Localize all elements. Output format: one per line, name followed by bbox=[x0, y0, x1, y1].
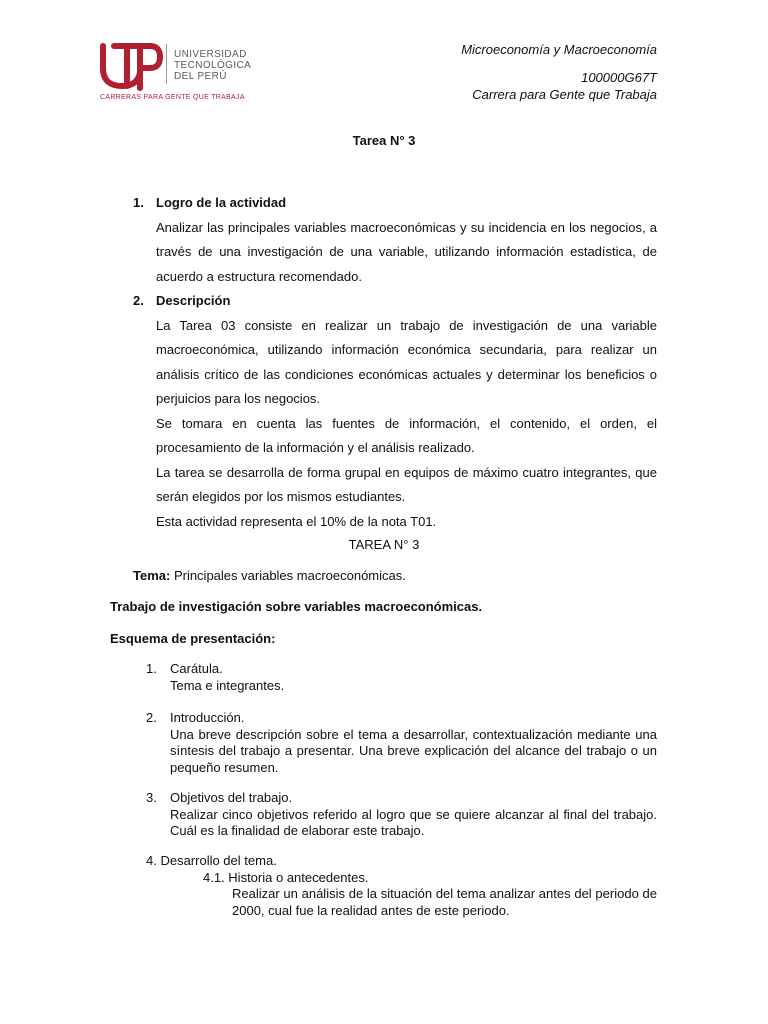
section-paragraph: La tarea se desarrolla de forma grupal en equipos de máximo cuatro integrantes, que serán elegidos por los mismos estudiantes. bbox=[156, 464, 657, 504]
list-item-title: Carátula. bbox=[170, 661, 223, 676]
list-item-title: Introducción. bbox=[170, 710, 245, 725]
list-item-number: 1. bbox=[146, 661, 157, 676]
section-heading bbox=[133, 191, 657, 216]
section-heading-text: Logro de la actividad bbox=[156, 195, 287, 210]
tema-label: Tema: bbox=[133, 568, 171, 583]
list-item bbox=[146, 661, 657, 694]
course-code: 100000G67T bbox=[581, 70, 657, 85]
development-title: 4. Desarrollo del tema. bbox=[146, 853, 277, 868]
development-subtitle: 4.1. Historia o antecedentes. bbox=[203, 869, 369, 885]
tema-value: Principales variables macroeconómicas. bbox=[170, 568, 406, 583]
section-heading-text: Descripción bbox=[156, 293, 231, 308]
section-body bbox=[156, 216, 657, 290]
scheme-title: Esquema de presentación: bbox=[110, 631, 276, 646]
header-course-info bbox=[461, 41, 657, 103]
logo-university-name bbox=[174, 49, 251, 82]
research-title: Trabajo de investigación sobre variables macroeconómicas. bbox=[110, 599, 483, 614]
logo-name-line: DEL PERÚ bbox=[174, 71, 227, 82]
list-item-title: Objetivos del trabajo. bbox=[170, 790, 293, 805]
list-item-body: Tema e integrantes. bbox=[170, 677, 285, 693]
section-paragraph: Analizar las principales variables macroeconómicas y su incidencia en los negocios, a través de una investigación de una variable, utilizando información estadística, de acuerdo a estructura recomendado. bbox=[156, 219, 657, 284]
development-section bbox=[146, 853, 657, 919]
section-logro bbox=[133, 191, 657, 289]
logo-tagline: CARRERAS PARA GENTE QUE TRABAJA bbox=[100, 94, 245, 101]
course-name: Microeconomía y Macroeconomía bbox=[461, 42, 657, 57]
section-number: 1. bbox=[133, 195, 144, 210]
list-item bbox=[146, 710, 657, 776]
section-body bbox=[156, 314, 657, 535]
subtitle: TAREA N° 3 bbox=[348, 537, 420, 552]
utp-logo bbox=[100, 40, 250, 106]
logo-divider bbox=[166, 44, 167, 84]
list-item-number: 2. bbox=[146, 710, 157, 725]
section-paragraph: Esta actividad representa el 10% de la nota T01. bbox=[156, 513, 437, 529]
tema-line bbox=[133, 568, 406, 583]
section-descripcion bbox=[133, 289, 657, 534]
section-paragraph: La Tarea 03 consiste en realizar un trabajo de investigación de una variable macroeconómica, utilizando información económica secundaria, para realizar un análisis crítico de las condiciones económicas actuales y determinar los beneficios o perjuicios para los negocios. bbox=[156, 317, 657, 406]
section-paragraph: Se tomara en cuenta las fuentes de información, el contenido, el orden, el procesamiento de la información y el análisis realizado. bbox=[156, 415, 657, 455]
document-title: Tarea N° 3 bbox=[352, 133, 416, 148]
program-name: Carrera para Gente que Trabaja bbox=[472, 87, 657, 102]
list-item-number: 3. bbox=[146, 790, 157, 805]
development-subbody: Realizar un análisis de la situación del tema analizar antes del periodo de 2000, cual fue la realidad antes de este periodo. bbox=[232, 886, 657, 918]
section-number: 2. bbox=[133, 293, 144, 308]
logo-name-line: UNIVERSIDAD bbox=[174, 49, 247, 60]
list-item-body: Realizar cinco objetivos referido al logro que se quiere alcanzar al final del trabajo. Cuál es la finalidad de elaborar este trabajo. bbox=[170, 806, 657, 838]
section-heading bbox=[133, 289, 657, 314]
list-item bbox=[146, 790, 657, 840]
logo-name-line: TECNOLÓGICA bbox=[174, 60, 252, 71]
utp-logo-mark-icon bbox=[100, 40, 164, 92]
list-item-body: Una breve descripción sobre el tema a desarrollar, contextualización mediante una síntesis del trabajo a presentar. Una breve explicación del alcance del trabajo o un pequeño resumen. bbox=[170, 726, 657, 775]
